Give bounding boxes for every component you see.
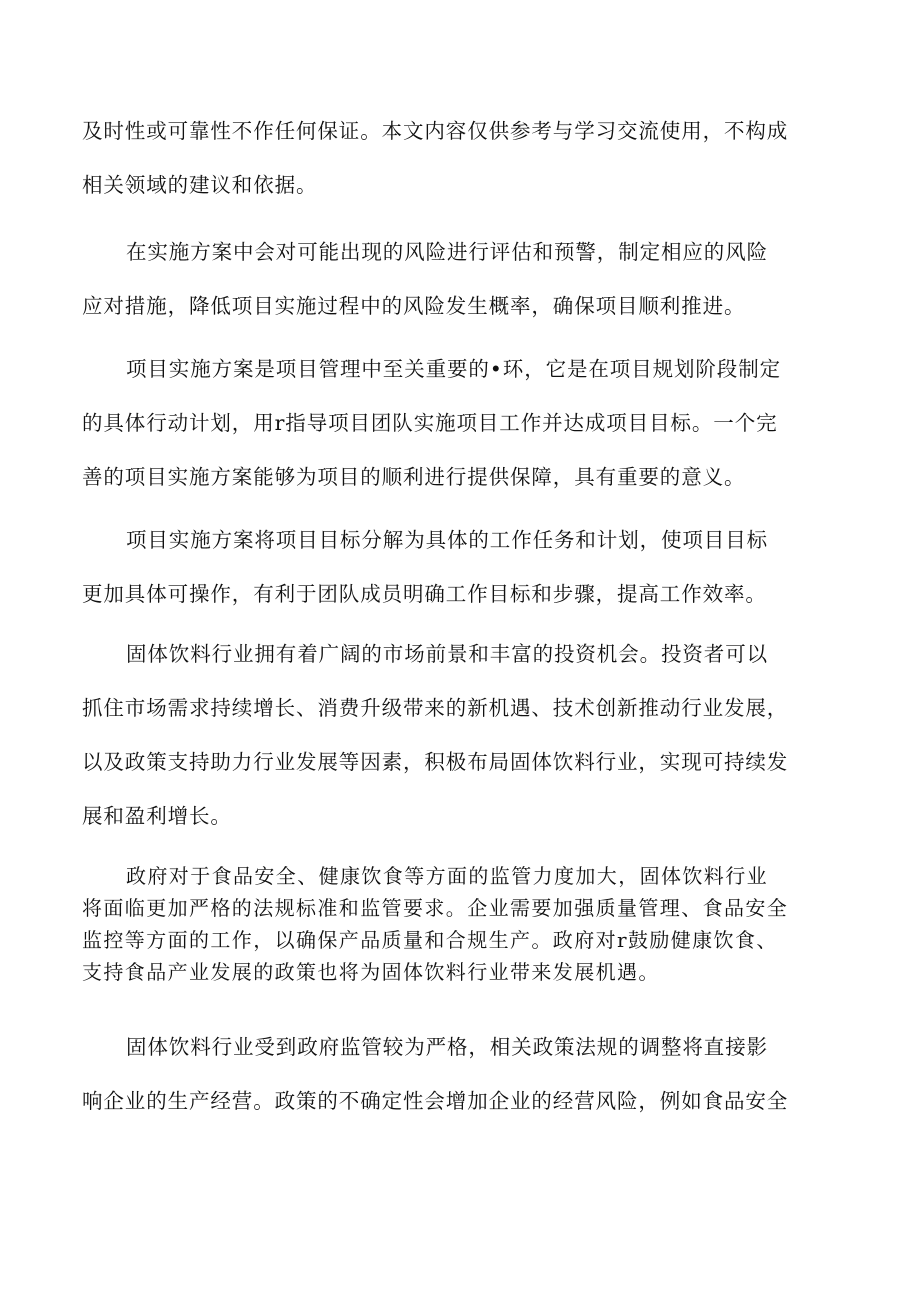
paragraph-line: 支持食品产业发展的政策也将为固体饮料行业带来发展机遇。: [82, 960, 660, 984]
paragraph-policy-risk: [82, 1020, 842, 1128]
paragraph-line: 相关领域的建议和依据。: [82, 173, 318, 197]
paragraph-line: 展和盈利增长。: [82, 804, 232, 828]
paragraph-line: 的具体行动计划，用r指导项目团队实施项目工作并达成项目目标。一个完: [82, 411, 778, 435]
paragraph-line: 项目实施方案是项目管理中至关重要的•环，它是在项目规划阶段制定: [126, 357, 781, 381]
paragraph-line: 将面临更加严格的法规标准和监管要求。企业需要加强质量管理、食品安全: [82, 896, 789, 920]
paragraph-goal-decomposition: [82, 513, 842, 621]
paragraph-line: 以及政策支持助力行业发展等因素，积极布局固体饮料行业，实现可持续发: [82, 750, 789, 774]
paragraph-line: 应对措施，降低项目实施过程中的风险发生概率，确保项目顺利推进。: [82, 294, 746, 318]
paragraph-line: 项目实施方案将项目目标分解为具体的工作任务和计划，使项目目标: [126, 528, 768, 552]
paragraph-line: 及时性或可靠性不作任何保证。本文内容仅供参考与学习交流使用，不构成: [82, 119, 789, 143]
paragraph-line: 固体饮料行业受到政府监管较为严格，相关政策法规的调整将直接影: [126, 1035, 768, 1059]
paragraph-government-regulation: [82, 860, 842, 988]
paragraph-line: 更加具体可操作，有利于团队成员明确工作目标和步骤，提高工作效率。: [82, 582, 767, 606]
paragraph-risk-assessment: [82, 225, 842, 333]
paragraph-line: 善的项目实施方案能够为项目的顺利进行提供保障，具有重要的意义。: [82, 465, 746, 489]
paragraph-line: 政府对于食品安全、健康饮食等方面的监管力度加大，固体饮料行业: [126, 864, 768, 888]
paragraph-line: 固体饮料行业拥有着广阔的市场前景和丰富的投资机会。投资者可以: [126, 642, 768, 666]
paragraph-disclaimer-continuation: [82, 104, 842, 212]
paragraph-line: 监控等方面的工作，以确保产品质量和合规生产。政府对r鼓励健康饮食、: [82, 928, 778, 952]
paragraph-implementation-plan-importance: [82, 342, 842, 504]
paragraph-line: 在实施方案中会对可能出现的风险进行评估和预警，制定相应的风险: [126, 240, 768, 264]
paragraph-market-opportunity: [82, 627, 842, 843]
paragraph-line: 抓住市场需求持续增长、消费升级带来的新机遇、技术创新推动行业发展，: [82, 696, 789, 720]
paragraph-line: 响企业的生产经营。政策的不确定性会增加企业的经营风险，例如食品安全: [82, 1089, 789, 1113]
